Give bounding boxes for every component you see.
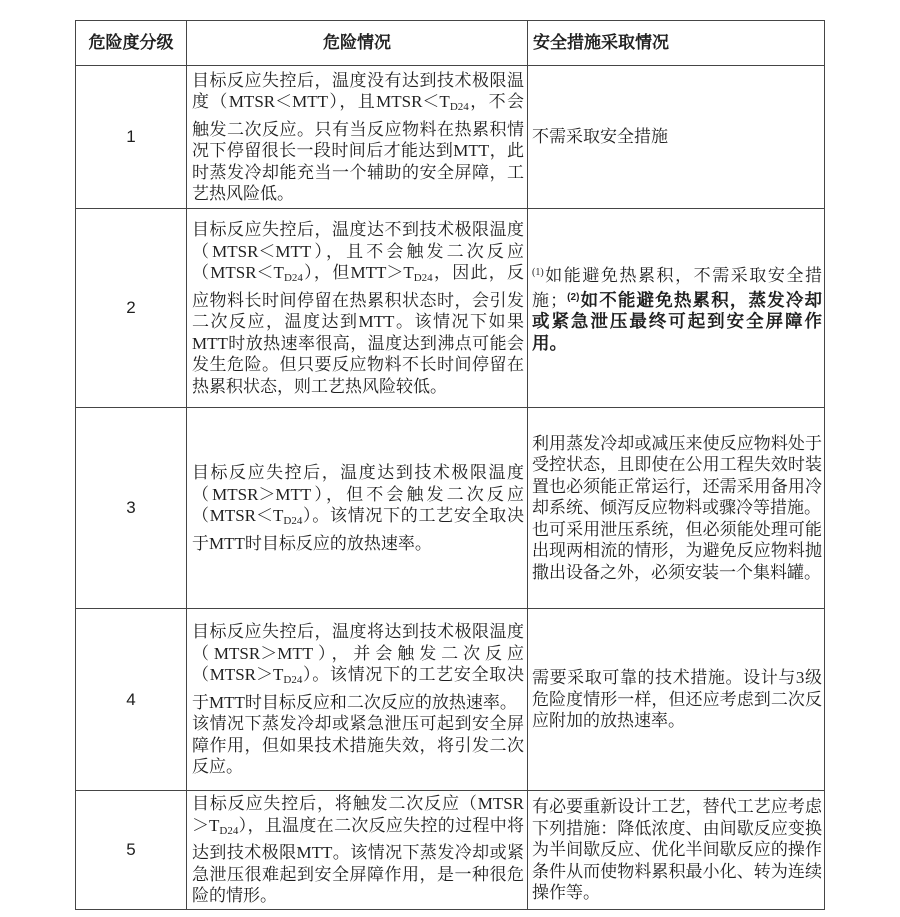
text-segment: ），且温度在二次反应失控的过程中将达到技术极限MTT。该情况下蒸发冷却或紧急泄压很难起到安全屏障作用，是一种很危险的情形。 — [192, 815, 524, 905]
measures-cell — [528, 791, 825, 910]
paragraph — [532, 262, 822, 354]
text-segment: ）。该情况下的工艺安全取决于MTT时目标反应和二次反应的放热速率。 — [192, 665, 524, 712]
text-segment: D24 — [413, 272, 433, 284]
level-cell: 3 — [76, 408, 187, 609]
text-segment: D24 — [283, 674, 303, 687]
measures-cell — [528, 609, 825, 791]
paragraph — [532, 433, 822, 519]
text-segment: 如不能避免热累积，蒸发冷却或紧急泄压最终可起到安全屏障作用。 — [532, 289, 823, 353]
text-segment: ）。该情况下的工艺安全取决于MTT时目标反应的放热速率。 — [192, 506, 524, 553]
text-segment: D24 — [219, 824, 239, 837]
text-segment: D24 — [283, 515, 303, 527]
text-segment: ，不会触发二次反应。只有当反应物料在热累积情况下停留很长一段时间后才能达到MTT，此时蒸发冷却能充当一个辅助的安全屏障，工艺热风险低。 — [192, 92, 525, 203]
paragraph — [192, 219, 524, 397]
text-segment: ），但MTT＞T — [302, 263, 414, 282]
text-segment: D24 — [449, 101, 469, 113]
text-segment: 目标反应失控后，温度没有达到技术极限温度（MTSR＜MTT），且MTSR＜T — [192, 70, 524, 111]
measures-cell — [528, 209, 825, 408]
paragraph — [532, 126, 822, 148]
text-segment: 目标反应失控后，温度达不到技术极限温度（MTSR＜MTT），且不会触发二次反应（MTSR＜T — [192, 220, 524, 282]
hazard-cell — [187, 209, 528, 408]
text-segment: (1) — [532, 267, 544, 278]
hazard-cell — [187, 609, 528, 791]
measures-cell — [528, 66, 825, 209]
text-segment: 有必要重新设计工艺，替代工艺应考虑下列措施：降低浓度、由间歇反应变换为半间歇反应、优化半间歇反应的操作条件从而使物料累积最小化、转为连续操作等。 — [532, 797, 822, 902]
paragraph — [192, 462, 524, 554]
text-segment: 不需采取安全措施 — [532, 127, 668, 147]
text-segment: 如能避免热累积，不需采取安全措施； — [532, 266, 822, 310]
measures-cell — [528, 408, 825, 609]
header-level: 危险度分级 — [76, 21, 187, 66]
paragraph — [532, 667, 822, 732]
text-segment: 需要采取可靠的技术措施。设计与3级危险度情形一样，但还应考虑到二次反应附加的放热速率。 — [532, 668, 822, 731]
level-cell: 4 — [76, 609, 187, 791]
table-row-level-3 — [76, 408, 825, 609]
table-row-level-1 — [76, 66, 825, 209]
paragraph — [192, 621, 524, 713]
paragraph — [532, 519, 822, 584]
text-segment: 利用蒸发冷却或减压来使反应物料处于受控状态，且即使在公用工程失效时装置也必须能正常运行，还需采用备用冷却系统、倾泻反应物料或骤冷等措施。 — [532, 433, 822, 518]
text-segment: 该情况下蒸发冷却或紧急泄压可起到安全屏障作用，但如果技术措施失效，将引发二次反应。 — [192, 714, 524, 777]
text-segment: 目标反应失控后，温度将达到技术极限温度（MTSR＞MTT），并会触发二次反应（MTSR＞T — [192, 622, 524, 685]
text-segment: 也可采用泄压系统，但必须能处理可能出现两相流的情形，为避免反应物料抛撒出设备之外，必须安装一个集料罐。 — [532, 519, 822, 582]
level-cell: 2 — [76, 209, 187, 408]
text-segment: 目标反应失控后，温度达到技术极限温度（MTSR＞MTT），但不会触发二次反应（MTSR＜T — [192, 463, 524, 525]
paragraph — [192, 713, 524, 778]
header-row — [76, 21, 825, 66]
text-segment: 目标反应失控后，将触发二次反应（MTSR＞T — [192, 794, 524, 835]
text-segment: ，因此，反应物料长时间停留在热累积状态时，会引发二次反应，温度达到MTT。该情况下如果MTT时放热速率很高，温度达到沸点可能会发生危险。但只要反应物料不长时间停留在热累积状态，则工艺热风险较低。 — [192, 263, 524, 396]
header-hazard: 危险情况 — [187, 21, 528, 66]
table-row-level-2 — [76, 209, 825, 408]
text-segment: (2) — [567, 291, 580, 303]
hazard-cell — [187, 66, 528, 209]
hazard-classification-table — [75, 20, 825, 910]
paragraph — [192, 793, 524, 907]
hazard-cell — [187, 408, 528, 609]
hazard-cell — [187, 791, 528, 910]
text-segment: D24 — [283, 272, 303, 284]
level-cell: 1 — [76, 66, 187, 209]
level-cell: 5 — [76, 791, 187, 910]
paragraph — [532, 796, 822, 904]
header-measures: 安全措施采取情况 — [528, 21, 825, 66]
table-row-level-5 — [76, 791, 825, 910]
table-row-level-4 — [76, 609, 825, 791]
paragraph — [192, 70, 524, 205]
